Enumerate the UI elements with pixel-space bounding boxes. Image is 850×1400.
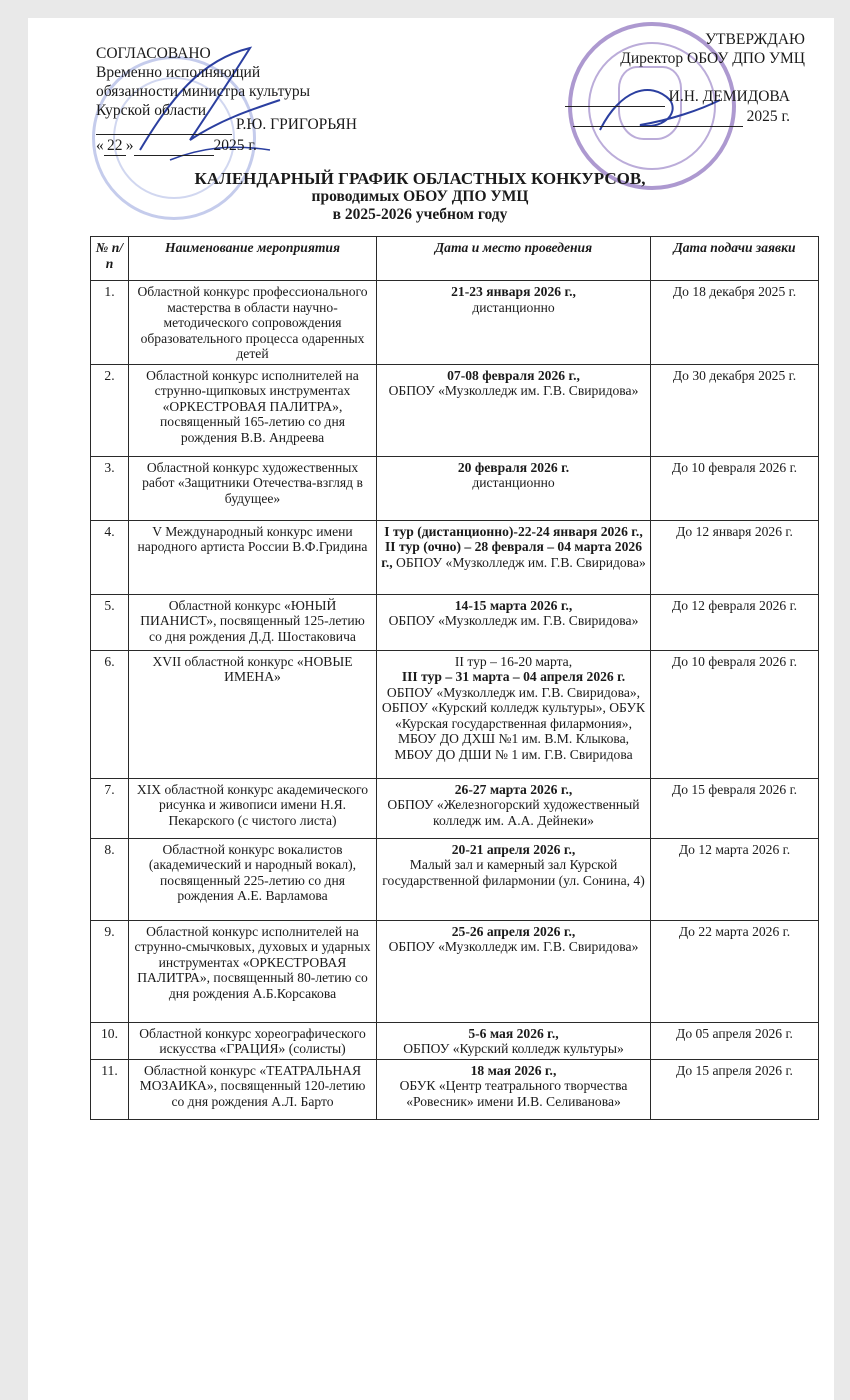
row-deadline: До 10 февраля 2026 г. <box>651 456 819 520</box>
schedule-table <box>90 236 819 1120</box>
row-deadline: До 12 января 2026 г. <box>651 520 819 594</box>
row-name: V Международный конкурс имени народного артиста России В.Ф.Гридина <box>129 520 377 594</box>
row-place: дистанционно <box>472 299 555 315</box>
approval-right-signature-line <box>552 88 790 107</box>
row-name: Областной конкурс «ТЕАТРАЛЬНАЯ МОЗАИКА», посвященный 120-летию со дня рождения А.Л. Барто <box>129 1059 377 1119</box>
table-row <box>91 594 819 650</box>
approval-left-date-year: 2025 г. <box>213 137 257 154</box>
row-name: XVII областной конкурс «НОВЫЕ ИМЕНА» <box>129 650 377 778</box>
row-place: ОБУК «Центр театрального творчества «Ровесник» имени И.В. Селиванова» <box>399 1078 628 1109</box>
table-row <box>91 456 819 520</box>
table-row <box>91 1022 819 1059</box>
row-num: 1. <box>91 281 129 365</box>
row-num: 4. <box>91 520 129 594</box>
row-date: 5-6 мая 2026 г., <box>468 1025 559 1041</box>
row-name: Областной конкурс исполнителей на струнно-щипковых инструментах «ОРКЕСТРОВАЯ ПАЛИТРА», посвященный 165-летию со дня рождения В.В. Андреева <box>129 364 377 456</box>
approval-right-signatory: И.Н. ДЕМИДОВА <box>668 88 790 105</box>
row-deadline: До 10 февраля 2026 г. <box>651 650 819 778</box>
signature-underline <box>96 116 232 135</box>
table-row <box>91 650 819 778</box>
row-date-place <box>377 456 651 520</box>
row-name: XIX областной конкурс академического рисунка и живописи имени Н.Я. Пекарского (с чистого листа) <box>129 778 377 838</box>
row-date-place <box>377 650 651 778</box>
table-row <box>91 520 819 594</box>
row-name: Областной конкурс хореографического искусства «ГРАЦИЯ» (солисты) <box>129 1022 377 1059</box>
row-date-place <box>377 364 651 456</box>
row-date: 07-08 февраля 2026 г., <box>447 367 580 383</box>
row-date-place <box>377 1059 651 1119</box>
row-date: 21-23 января 2026 г., <box>451 284 576 299</box>
approval-right-block <box>570 30 805 68</box>
row-place: дистанционно <box>472 475 555 490</box>
table-row <box>91 1059 819 1119</box>
row-name: Областной конкурс вокалистов (академический и народный вокал), посвященный 225-летию со дня рождения А.Е. Варламова <box>129 838 377 920</box>
header-name: Наименование мероприятия <box>129 237 377 281</box>
table-row <box>91 838 819 920</box>
row-place: ОБПОУ «Музколледж им. Г.В. Свиридова» <box>388 383 639 398</box>
approval-left-signatory: Р.Ю. ГРИГОРЬЯН <box>235 116 357 133</box>
row-date: I тур (дистанционно)-22-24 января 2026 г., II тур (очно) – 28 февраля – 04 марта 2026 г., <box>381 523 643 570</box>
row-date-place <box>377 1022 651 1059</box>
approval-right-position: Директор ОБОУ ДПО УМЦ <box>620 50 805 67</box>
row-place: ОБПОУ «Музколледж им. Г.В. Свиридова» <box>388 613 639 628</box>
approval-left-date: « 22 » 2025 г. <box>96 137 257 154</box>
row-place: ОБПОУ «Музколледж им. Г.В. Свиридова» <box>388 939 639 954</box>
table-row <box>91 920 819 1022</box>
row-date: 20-21 апреля 2026 г., <box>451 841 576 857</box>
row-deadline: До 12 февраля 2026 г. <box>651 594 819 650</box>
row-date-place <box>377 281 651 365</box>
row-place: ОБПОУ «Музколледж им. Г.В. Свиридова», ОБПОУ «Курский колледж культуры», ОБУК «Курская государственная филармония», МБОУ ДО ДХШ №1 им. В.М. Клыкова, МБОУ ДО ДШИ № 1 им. Г.В. Свиридова <box>381 684 646 762</box>
signature-underline <box>565 88 665 107</box>
approval-left-date-day: 22 <box>104 137 126 156</box>
approval-left-heading: СОГЛАСОВАНО <box>96 45 211 62</box>
row-num: 5. <box>91 594 129 650</box>
date-underline <box>573 108 743 127</box>
header-num: № п/п <box>91 237 129 281</box>
row-num: 9. <box>91 920 129 1022</box>
header-deadline: Дата подачи заявки <box>651 237 819 281</box>
row-date-line-1: II тур – 16-20 марта, <box>454 653 573 669</box>
row-date: 18 мая 2026 г., <box>470 1062 557 1078</box>
row-num: 11. <box>91 1059 129 1119</box>
row-place: Малый зал и камерный зал Курской государственной филармонии (ул. Сонина, 4) <box>382 857 645 888</box>
row-date-place <box>377 920 651 1022</box>
row-num: 10. <box>91 1022 129 1059</box>
approval-left-line: обязанности министра культуры <box>96 83 311 100</box>
title-line-1: КАЛЕНДАРНЫЙ ГРАФИК ОБЛАСТНЫХ КОНКУРСОВ, <box>194 169 646 188</box>
approval-right-heading: УТВЕРЖДАЮ <box>705 31 805 48</box>
approval-left-signature-line <box>96 116 516 135</box>
row-date-place <box>377 594 651 650</box>
row-num: 6. <box>91 650 129 778</box>
row-deadline: До 15 апреля 2026 г. <box>651 1059 819 1119</box>
row-date: 20 февраля 2026 г. <box>457 459 570 475</box>
approval-right-date <box>552 108 790 127</box>
row-name: Областной конкурс «ЮНЫЙ ПИАНИСТ», посвященный 125-летию со дня рождения Д.Д. Шостаковича <box>129 594 377 650</box>
document-title <box>160 170 680 224</box>
row-deadline: До 22 марта 2026 г. <box>651 920 819 1022</box>
title-line-2: проводимых ОБОУ ДПО УМЦ <box>311 188 529 205</box>
approval-left-line: Временно исполняющий <box>96 64 261 81</box>
row-place: ОБПОУ «Железногорский художественный колледж им. А.А. Дейнеки» <box>387 797 640 828</box>
row-deadline: До 12 марта 2026 г. <box>651 838 819 920</box>
row-num: 8. <box>91 838 129 920</box>
approval-left-line: Курской области <box>96 102 207 119</box>
approval-right-date-year: 2025 г. <box>746 108 790 125</box>
row-name: Областной конкурс художественных работ «Защитники Отечества-взгляд в будущее» <box>129 456 377 520</box>
table-row <box>91 778 819 838</box>
row-date-line-2: III тур – 31 марта – 04 апреля 2026 г. <box>401 669 626 684</box>
row-place: ОБПОУ «Курский колледж культуры» <box>403 1041 624 1056</box>
row-num: 7. <box>91 778 129 838</box>
row-name: Областной конкурс исполнителей на струнно-смычковых, духовых и ударных инструментах «ОРКЕСТРОВАЯ ПАЛИТРА», посвященный 80-летию со дня рождения А.Б.Корсакова <box>129 920 377 1022</box>
row-place: ОБПОУ «Музколледж им. Г.В. Свиридова» <box>396 554 646 570</box>
row-name: Областной конкурс профессионального мастерства в области научно-методического сопровождения образовательного процесса одаренных детей <box>129 281 377 365</box>
table-row <box>91 364 819 456</box>
row-date: 14-15 марта 2026 г., <box>454 597 573 613</box>
approval-left-block <box>96 44 396 120</box>
row-num: 3. <box>91 456 129 520</box>
header-date-place: Дата и место проведения <box>377 237 651 281</box>
row-date-place <box>377 838 651 920</box>
row-deadline: До 30 декабря 2025 г. <box>651 364 819 456</box>
row-date: 25-26 апреля 2026 г., <box>451 923 576 939</box>
table-row <box>91 281 819 365</box>
table-header-row <box>91 237 819 281</box>
row-deadline: До 15 февраля 2026 г. <box>651 778 819 838</box>
row-date-place <box>377 520 651 594</box>
row-deadline: До 05 апреля 2026 г. <box>651 1022 819 1059</box>
document-page-lower <box>28 1158 834 1400</box>
row-date: 26-27 марта 2026 г., <box>454 781 573 797</box>
row-date-place <box>377 778 651 838</box>
row-deadline: До 18 декабря 2025 г. <box>651 281 819 365</box>
title-line-3: в 2025-2026 учебном году <box>332 206 508 223</box>
row-num: 2. <box>91 364 129 456</box>
date-month-underline <box>134 137 214 156</box>
